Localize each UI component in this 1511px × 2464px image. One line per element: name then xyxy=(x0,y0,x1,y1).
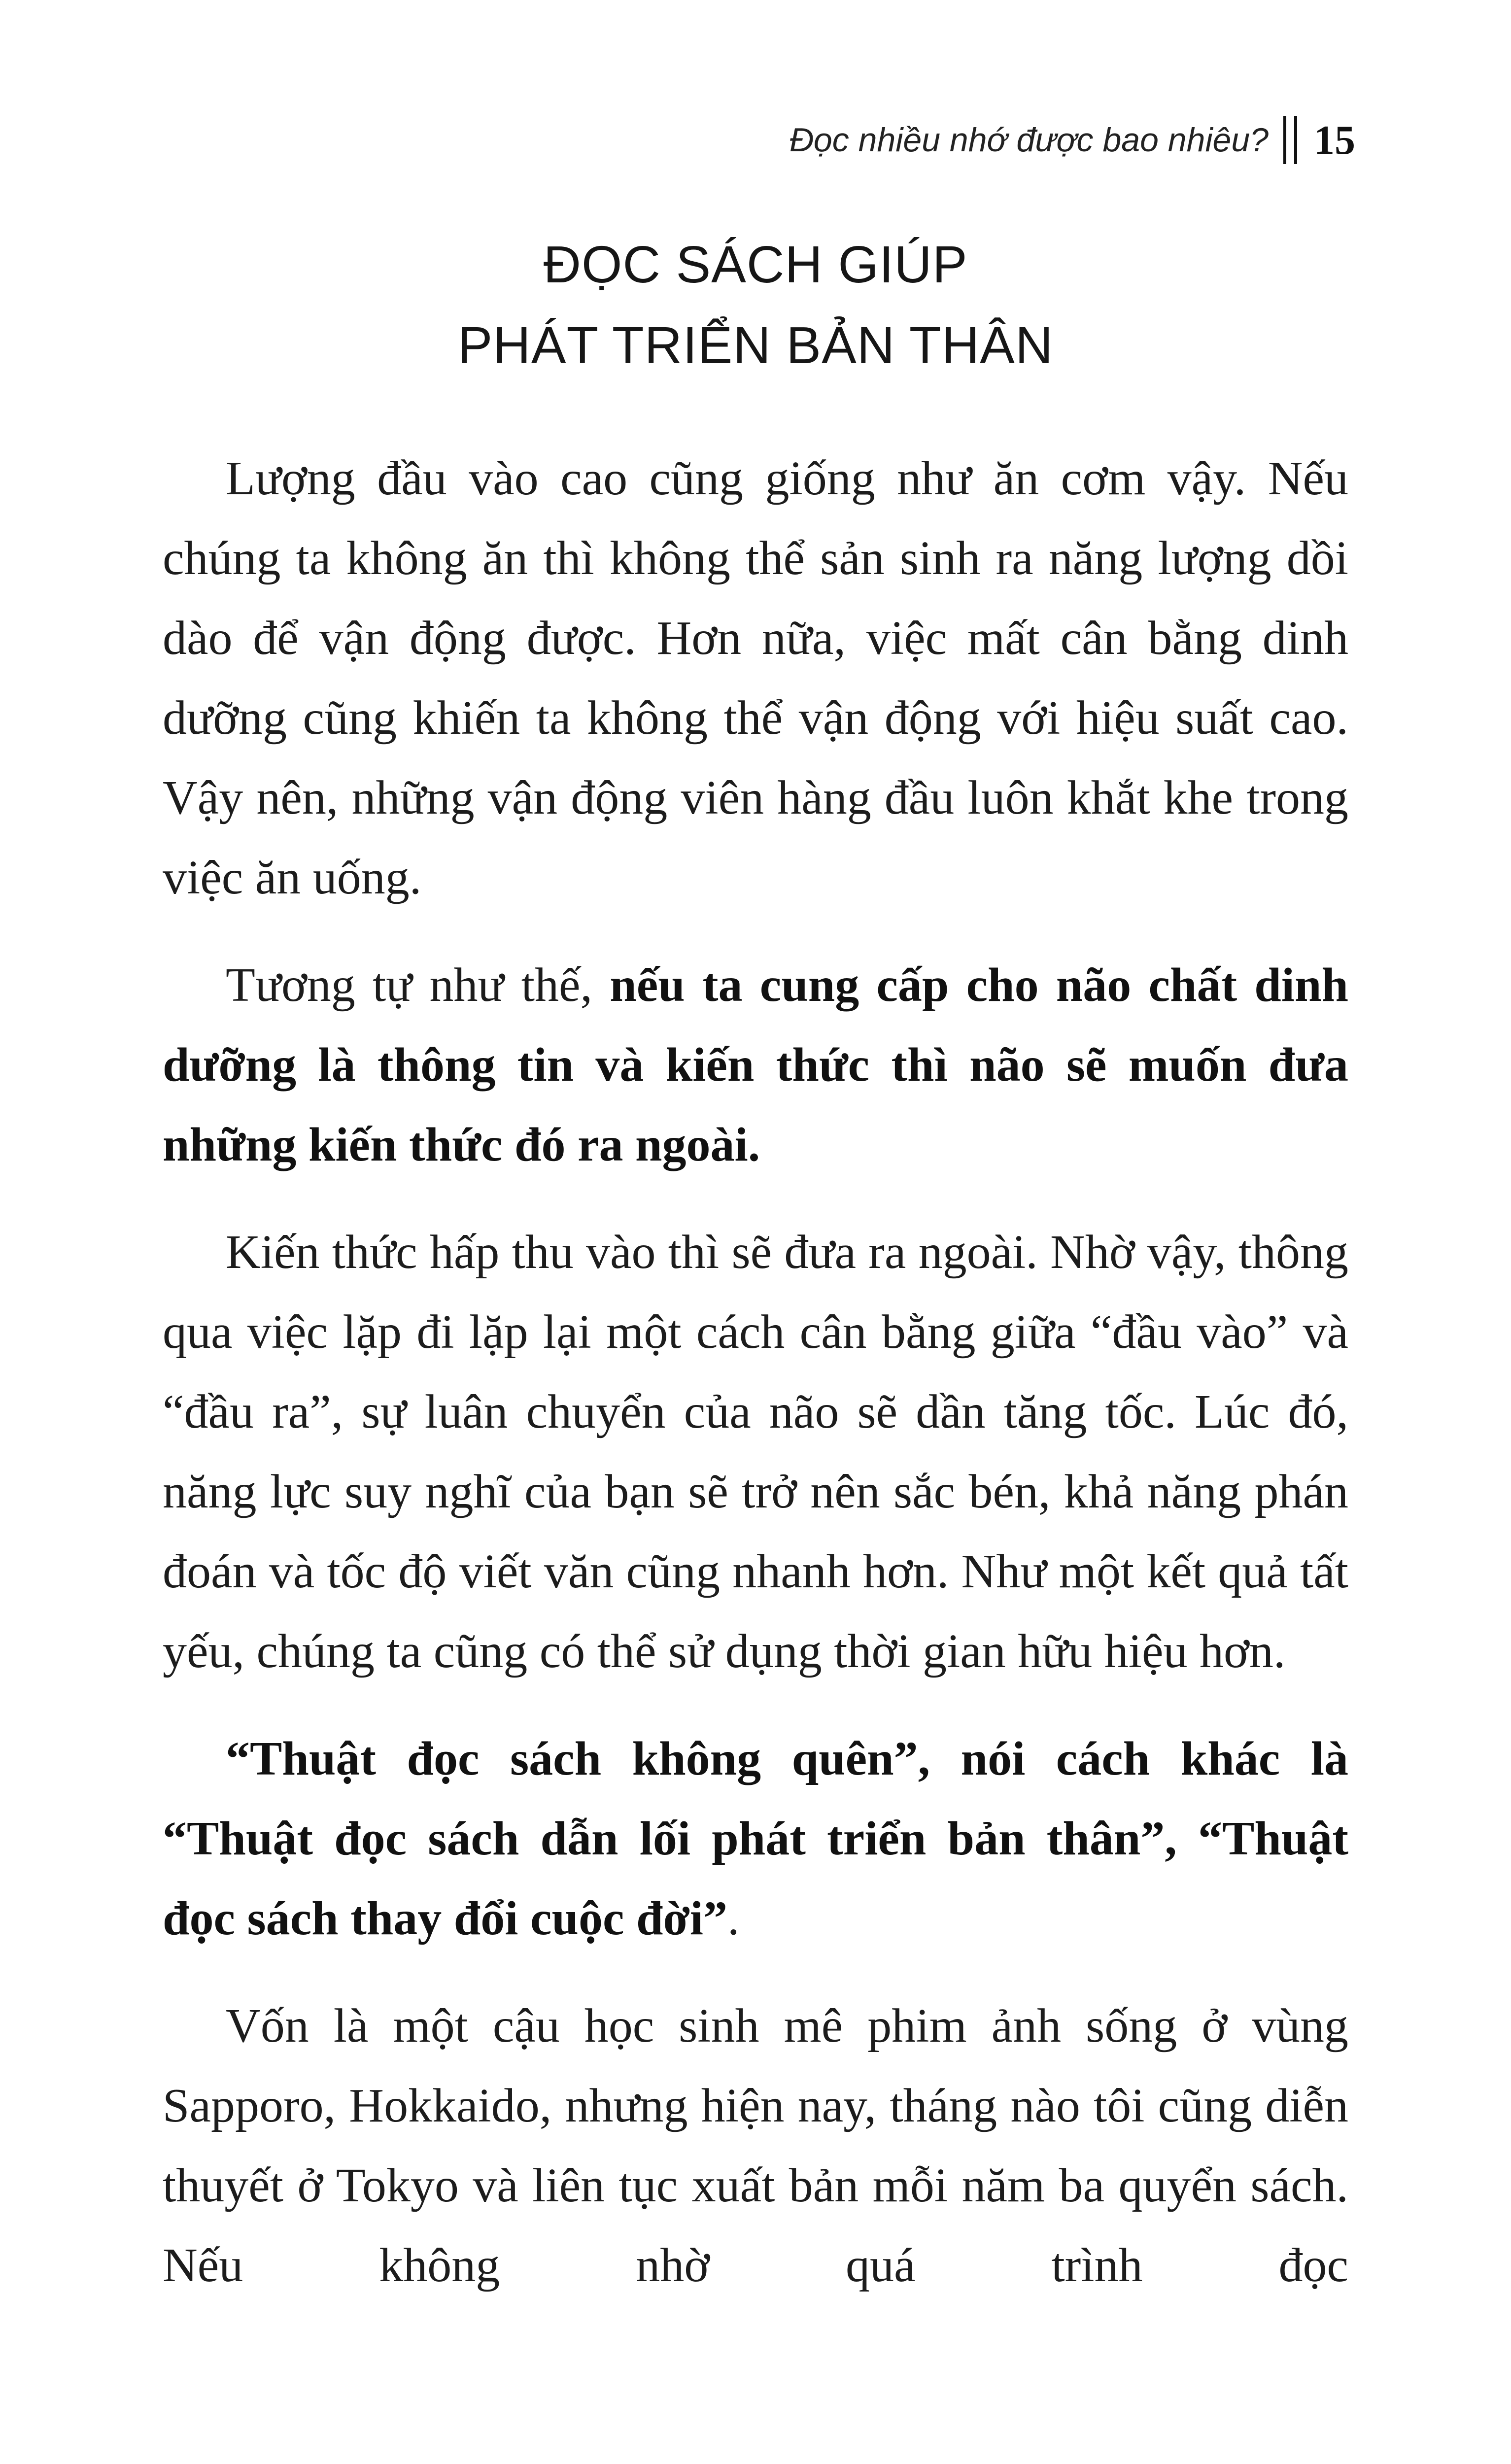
paragraph-4-tail: . xyxy=(727,1892,740,1945)
paragraph-4 xyxy=(163,1719,1348,1958)
double-bar-separator xyxy=(1283,116,1297,164)
paragraph-3: Kiến thức hấp thu vào thì sẽ đưa ra ngoài. Nhờ vậy, thông qua việc lặp đi lặp lại một cách cân bằng giữa “đầu vào” và “đầu ra”, sự luân chuyển của não sẽ dần tăng tốc. Lúc đó, năng lực suy nghĩ của bạn sẽ trở nên sắc bén, khả năng phán đoán và tốc độ viết văn cũng nhanh hơn. Như một kết quả tất yếu, chúng ta cũng có thể sử dụng thời gian hữu hiệu hơn. xyxy=(163,1226,1348,1678)
chapter-title-line-1: ĐỌC SÁCH GIÚP xyxy=(543,236,968,294)
paragraph-2-lead: Tương tự như thế, xyxy=(226,958,610,1012)
paragraph-4-emphasis: “Thuật đọc sách không quên”, nói cách khác là “Thuật đọc sách dẫn lối phát triển bản thân”, “Thuật đọc sách thay đổi cuộc đời” xyxy=(163,1732,1348,1945)
paragraph-5: Vốn là một cậu học sinh mê phim ảnh sống ở vùng Sapporo, Hokkaido, nhưng hiện nay, tháng nào tôi cũng diễn thuyết ở Tokyo và liên tục xuất bản mỗi năm ba quyển sách. Nếu không nhờ quá trình đọc xyxy=(163,1999,1348,2292)
body-text xyxy=(163,439,1348,2333)
paragraph-1: Lượng đầu vào cao cũng giống như ăn cơm vậy. Nếu chúng ta không ăn thì không thể sản sinh ra năng lượng dồi dào để vận động được. Hơn nữa, việc mất cân bằng dinh dưỡng cũng khiến ta không thể vận động với hiệu suất cao. Vậy nên, những vận động viên hàng đầu luôn khắt khe trong việc ăn uống. xyxy=(163,452,1348,904)
page-number: 15 xyxy=(1314,117,1355,163)
chapter-title xyxy=(0,224,1511,386)
paragraph-2-emphasis: nếu ta cung cấp cho não chất dinh dưỡng là thông tin và kiến thức thì não sẽ muốn đưa những kiến thức đó ra ngoài. xyxy=(163,958,1349,1171)
running-header xyxy=(790,116,1355,164)
paragraph-2 xyxy=(163,945,1348,1185)
running-title: Đọc nhiều nhớ được bao nhiêu? xyxy=(789,121,1269,159)
chapter-title-line-2: PHÁT TRIỂN BẢN THÂN xyxy=(457,316,1054,375)
